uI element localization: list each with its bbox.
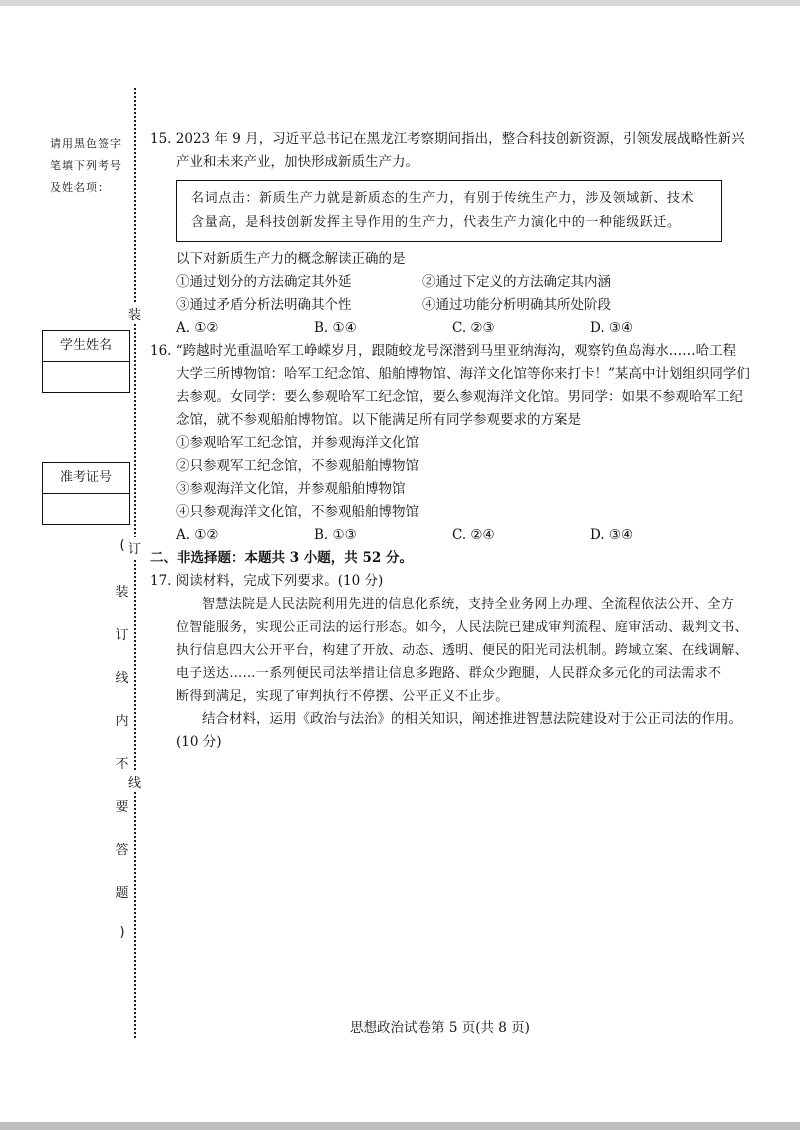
binding-line [134,88,136,1038]
q17-material [150,593,750,708]
q16-option: ④只参观海洋文化馆，不参观船舶博物馆 [176,504,419,520]
q16-option: ③参观海洋文化馆，并参观船舶博物馆 [176,481,406,497]
scan-edge-top [0,0,800,6]
q17-score: (10 分) [176,734,222,750]
q16-stem: 去参观。女同学：要么参观哈军工纪念馆，要么参观海洋文化馆。男同学：如果不参观哈军工纪 [176,389,743,405]
material-line: 电子送达……一系列便民司法举措让信息多跑路、群众少跑腿，人民群众多元化的司法需求不 [176,666,722,681]
q16-answers [150,524,750,547]
q16-answer-b: B. ①③ [314,527,357,543]
warning-char: 订 [115,628,129,643]
binding-char-zhuang: 装 [128,303,141,324]
warning-char: 装 [115,585,129,600]
no-answer-warning [110,538,134,968]
warning-char: 答 [115,843,129,858]
material-line: 智慧法院是人民法院利用先进的信息化系统，支持全业务网上办理、全流程依法公开、全方 [202,597,735,612]
student-name-box [42,330,130,393]
warning-char: 内 [115,714,129,729]
material-line: 位智能服务，实现公正司法的运行形态。如今，人民法院已建成审判流程、庭审活动、裁判文书、 [176,620,748,635]
instruction-line: 请用黑色签字 [50,137,122,150]
q16-answer-d: D. ③④ [590,527,634,543]
q16-answer-c: C. ②④ [452,527,495,543]
q15-stem: 产业和未来产业，加快形成新质生产力。 [176,154,419,170]
q16-stem: 大学三所博物馆：哈军工纪念馆、船舶博物馆、海洋文化馆等你来打卡！”某高中计划组织同学们 [176,366,750,382]
term-note-box [176,180,722,242]
q15-option: ①通过划分的方法确定其外延 [176,274,352,290]
q15-option: ③通过矛盾分析法明确其个性 [176,297,352,313]
material-line: 执行信息四大公开平台，构建了开放、动态、透明、便民的阳光司法机制。跨域立案、在线调解、 [176,643,748,658]
q16-stem: 16. “跨越时光重温哈军工峥嵘岁月，跟随蛟龙号深潜到马里亚纳海沟，观察钓鱼岛海水……哈工程 [150,343,737,359]
q17-task: 结合材料，运用《政治与法治》的相关知识，阐述推进智慧法院建设对于公正司法的作用。 [202,711,742,727]
term-note-line: 含量高，是科技创新发挥主导作用的生产力，代表生产力演化中的一种能级跃迁。 [191,215,681,230]
q15-answers [150,317,750,340]
q15-options [150,271,750,294]
q15-option: ②通过下定义的方法确定其内涵 [422,274,611,290]
scan-edge-bottom [0,1122,800,1130]
q16-answer-a: A. ①② [176,527,219,543]
warning-char: 题 [115,886,129,901]
question-15 [150,128,750,340]
page-footer: 思想政治试卷第 5 页(共 8 页) [350,1020,530,1036]
warning-char: 要 [115,800,129,815]
q16-option: ②只参观军工纪念馆，不参观船舶博物馆 [176,458,419,474]
warning-char: 线 [115,671,129,686]
q16-option: ①参观哈军工纪念馆，并参观海洋文化馆 [176,435,419,451]
q17-stem: 17. 阅读材料，完成下列要求。(10 分) [150,573,384,589]
exam-id-box [42,462,130,525]
term-note-line: 名词点击：新质生产力就是新质态的生产力，有别于传统生产力，涉及领域新、技术 [191,191,695,206]
binding-char-xian: 线 [128,771,141,792]
material-line: 断得到满足，实现了审判执行不停摆、公平正义不止步。 [176,689,509,704]
q16-stem: 念馆，就不参观船舶博物馆。以下能满足所有同学参观要求的方案是 [176,412,581,428]
warning-char: ( [119,538,125,553]
warning-char: 不 [115,757,129,772]
question-16 [150,340,750,547]
warning-char: ) [119,925,125,940]
q15-answer-a: A. ①② [176,320,219,336]
instruction-line: 及姓名项： [50,181,110,194]
q15-question: 以下对新质生产力的概念解读正确的是 [176,251,406,267]
q15-answer-c: C. ②③ [452,320,495,336]
exam-id-field[interactable] [43,494,129,524]
exam-id-label: 准考证号 [43,463,129,494]
section-heading: 二、非选择题：本题共 3 小题，共 52 分。 [150,550,413,566]
instruction-line: 笔填下列考号 [50,159,122,172]
question-area [150,128,750,754]
fill-instruction [50,133,140,199]
binding-char-ding: 订 [128,537,141,558]
student-name-label: 学生姓名 [43,331,129,362]
q15-answer-b: B. ①④ [314,320,357,336]
q15-options [150,294,750,317]
question-17 [150,570,750,754]
q15-option: ④通过功能分析明确其所处阶段 [422,297,611,313]
student-name-field[interactable] [43,362,129,392]
q15-answer-d: D. ③④ [590,320,634,336]
q15-stem: 15. 2023 年 9 月，习近平总书记在黑龙江考察期间指出，整合科技创新资源，引领发展战略性新兴 [150,131,745,147]
